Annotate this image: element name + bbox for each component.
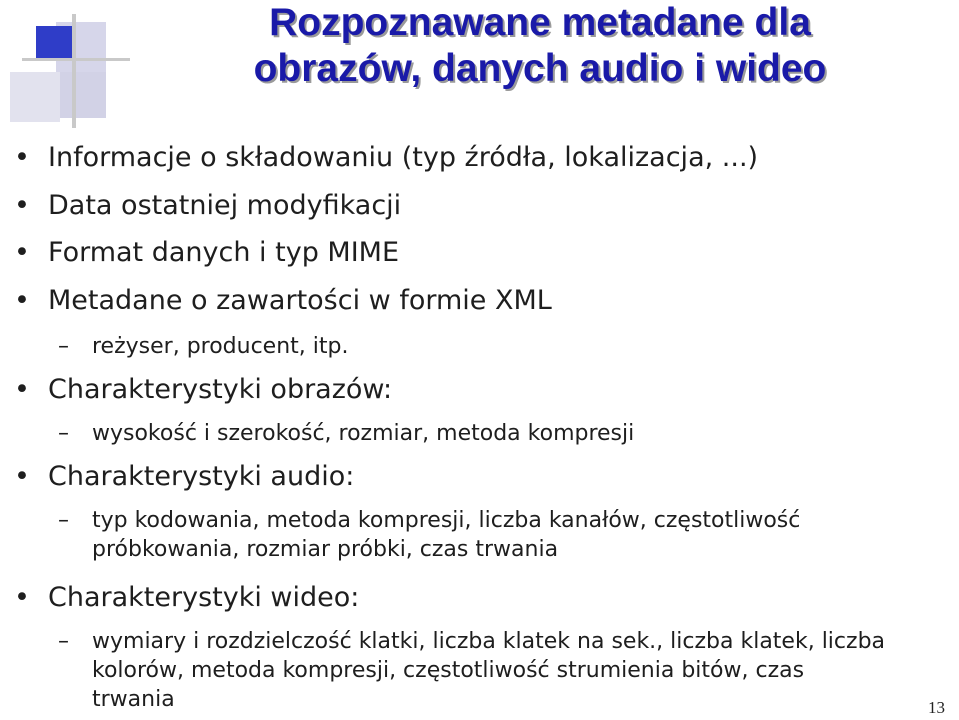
sub-item-dash: – bbox=[58, 334, 69, 359]
bullet-dot: • bbox=[14, 285, 30, 316]
bullet-dot: • bbox=[14, 461, 30, 492]
bullet-dot: • bbox=[14, 237, 30, 268]
sub-item-line: typ kodowania, metoda kompresji, liczba kanałów, częstotliwość bbox=[92, 508, 801, 533]
bullet-dot: • bbox=[14, 190, 30, 221]
bullet-dot: • bbox=[14, 374, 30, 405]
sub-item-text bbox=[92, 419, 634, 448]
sub-item-line: kolorów, metoda kompresji, częstotliwość strumienia bitów, czas bbox=[92, 658, 805, 683]
sub-item-dash: – bbox=[58, 629, 69, 654]
sub-item-text bbox=[92, 627, 885, 714]
bullet-dot: • bbox=[14, 582, 30, 613]
bullet-text: Charakterystyki audio: bbox=[48, 461, 355, 492]
bullet-text: Data ostatniej modyfikacji bbox=[48, 190, 402, 221]
sub-item-line: próbkowania, rozmiar próbki, czas trwania bbox=[92, 537, 559, 562]
page-number: 13 bbox=[928, 698, 945, 717]
sub-item-dash: – bbox=[58, 421, 69, 446]
bullet-text: Charakterystyki obrazów: bbox=[48, 374, 393, 405]
bullet-text: Informacje o składowaniu (typ źródła, lokalizacja, ...) bbox=[48, 142, 759, 173]
bullet-dot: • bbox=[14, 142, 30, 173]
slide-title-line-1: Rozpoznawane metadane dla bbox=[269, 1, 811, 44]
bullet-text: Charakterystyki wideo: bbox=[48, 582, 360, 613]
sub-item-text bbox=[92, 506, 800, 564]
sub-item-line: trwania bbox=[92, 687, 175, 712]
sub-item-line: reżyser, producent, itp. bbox=[92, 334, 349, 359]
slide-title-line-2: obrazów, danych audio i wideo bbox=[253, 47, 827, 90]
sub-item-dash: – bbox=[58, 508, 69, 533]
bullet-text: Format danych i typ MIME bbox=[48, 237, 400, 268]
sub-item-line: wysokość i szerokość, rozmiar, metoda kompresji bbox=[92, 421, 635, 446]
sub-item-line: wymiary i rozdzielczość klatki, liczba klatek na sek., liczba klatek, liczba bbox=[92, 629, 886, 654]
sub-item-text bbox=[92, 332, 348, 361]
bullet-text: Metadane o zawartości w formie XML bbox=[48, 285, 552, 316]
